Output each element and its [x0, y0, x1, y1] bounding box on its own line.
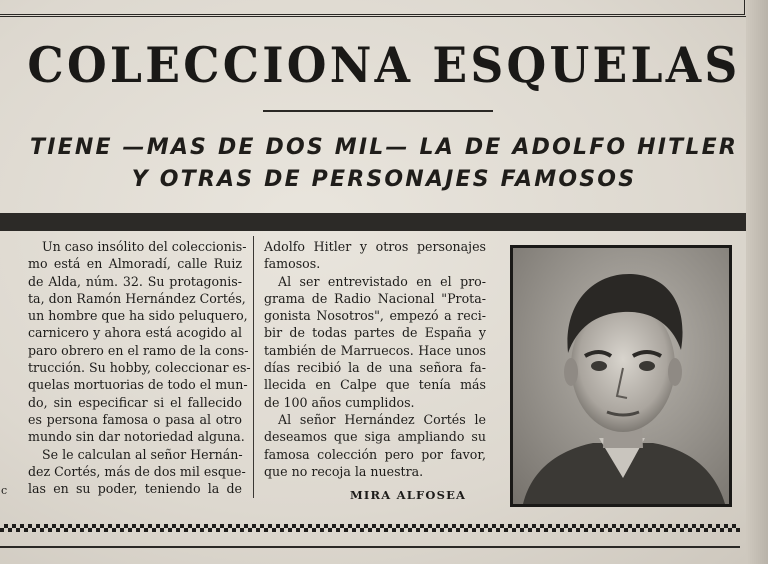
- column2-line: Adolfo Hitler y otros personajes: [264, 239, 486, 254]
- bottom-rule: [0, 546, 740, 548]
- column2-line: Al ser entrevistado en el pro-: [278, 273, 486, 289]
- column1-line: dez Cortés, más de dos mil esque-: [28, 463, 246, 479]
- column2-line: días recibió la de una señora fa-: [264, 360, 486, 376]
- column1-line: las en su poder, teniendo la de: [28, 481, 242, 497]
- column2-line: famosos.: [264, 256, 321, 272]
- portrait-photo: [510, 245, 732, 507]
- article-column-1: [28, 238, 251, 497]
- column2-line: famosa colección pero por favor,: [264, 446, 486, 462]
- column2-line: bir de todas partes de España y: [264, 325, 486, 341]
- page-edge: [746, 0, 768, 564]
- subheadline-line-1: TIENE —MAS DE DOS MIL— LA DE ADOLFO HITLER: [30, 135, 738, 160]
- column1-line: mo está en Almoradí, calle Ruiz: [28, 256, 242, 272]
- article-column-2: [264, 238, 486, 480]
- headline: COLECCIONA ESQUELAS: [27, 36, 741, 94]
- column1-line: trucción. Su hobby, coleccionar es-: [28, 360, 251, 376]
- column1-line: paro obrero en el ramo de la cons-: [28, 342, 249, 358]
- column2-line: Al señor Hernández Cortés le: [278, 411, 486, 427]
- column1-line: Se le calculan al señor Hernán-: [42, 446, 243, 462]
- column1-line: quelas mortuorias de todo el mun-: [28, 377, 248, 393]
- column-divider: [253, 236, 254, 498]
- checkered-border: [0, 524, 740, 532]
- subheadline-line-2: Y OTRAS DE PERSONAJES FAMOSOS: [131, 167, 637, 192]
- column1-line: ta, don Ramón Hernández Cortés,: [28, 290, 246, 306]
- column1-line: mundo sin dar notoriedad alguna.: [28, 429, 245, 445]
- section-band: [0, 213, 768, 231]
- top-border-frame: [0, 0, 747, 17]
- column2-line: gonista Nosotros", empezó a reci-: [264, 308, 486, 324]
- column2-line: llecida en Calpe que tenía más: [264, 377, 486, 393]
- portrait-photo-icon: [513, 248, 729, 504]
- margin-mark: c: [1, 484, 8, 497]
- column2-line: que no recoja la nuestra.: [264, 463, 424, 479]
- column2-line: también de Marruecos. Hace unos: [264, 342, 486, 358]
- column2-line: deseamos que siga ampliando su: [264, 429, 486, 445]
- column1-line: Un caso insólito del coleccionis-: [42, 239, 247, 254]
- column1-line: do, sin especificar si el fallecido: [28, 394, 242, 410]
- column1-line: un hombre que ha sido peluquero,: [28, 308, 248, 324]
- column1-line: de Alda, núm. 32. Su protagonis-: [28, 273, 242, 289]
- column2-line: grama de Radio Nacional "Prota-: [264, 290, 486, 306]
- column2-line: de 100 años cumplidos.: [264, 394, 415, 410]
- column1-line: es persona famosa o pasa al otro: [28, 411, 242, 427]
- headline-divider: [263, 110, 493, 112]
- column1-line: carnicero y ahora está acogido al: [28, 325, 242, 341]
- byline: MIRA ALFOSEA: [350, 488, 467, 502]
